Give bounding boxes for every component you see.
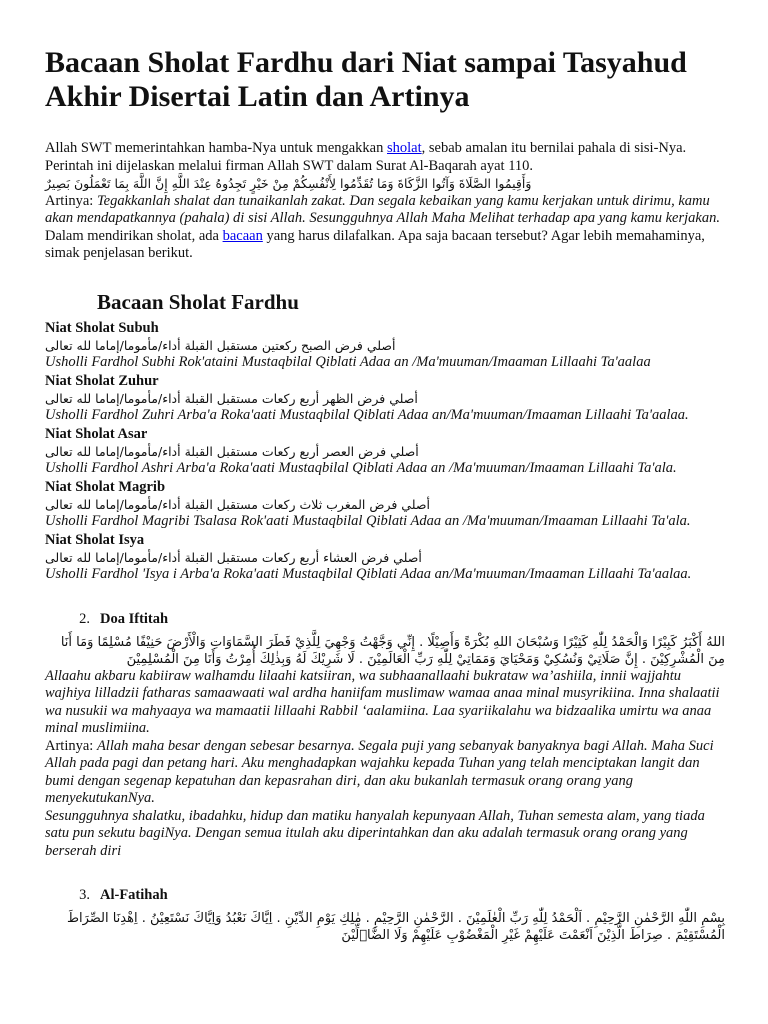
iftitah-latin: Allaahu akbaru kabiiraw walhamdu lilaahi katsiiran, wa subhaanallaahi bukrataw wa’ashiila, innii wajjahtu wajhiya lilladzii fatharas samaawaati wal ardha haniifam muslimaw wamaa anaa minal musyrikiina. Inna shalaatii wa nusukii wa mahyaaya wa mamaatii lillaahi Rabbil ‘aalamiina. Laa syariikalahu wa bidzaalika umirtu wa anaa minal muslimiina. <box>45 667 720 736</box>
ayat-translation <box>45 193 725 228</box>
bacaan-link[interactable]: bacaan <box>222 227 263 244</box>
niat-heading: Niat Sholat Asar <box>45 425 148 442</box>
intro2-text-before: Dalam mendirikan sholat, ada <box>45 227 223 244</box>
intro-paragraph <box>45 140 725 175</box>
fatihah-arabic: بِسْمِ اللّٰهِ الرَّحْمٰنِ الرَّحِيْمِ . اَلْحَمْدُ لِلّٰهِ رَبِّ الْعٰلَمِيْنَ . الرَّحْمٰنِ الرَّحِيْمِ . مٰلِكِ يَوْمِ الدِّيْنِ . اِيَّاكَ نَعْبُدُ وَاِيَّاكَ نَسْتَعِيْنُ . اِهْدِنَا الصِّرَاطَ الْمُسْتَقِيْمَ . صِرَاطَ الَّذِيْنَ اَنْعَمْتَ عَلَيْهِمْ غَيْرِ الْمَغْضُوْبِ عَلَيْهِمْ وَلَا الضَّاۤلِّيْنَ <box>66 911 725 943</box>
niat-item-isya <box>45 531 725 584</box>
artinya-text: Allah maha besar dengan sebesar besarnya. Segala puji yang sebanyak banyaknya bagi Allah. Maha Suci Allah pada pagi dan petang hari. Aku menghadapkan wajahku kepada Tuhan yang telah menciptakan langit dan bumi dengan segenap kepatuhan dan kepasrahan diri, dan aku bukanlah termasuk orang orang yang menyekutukanNya. <box>45 737 714 806</box>
section-heading: Bacaan Sholat Fardhu <box>97 289 299 314</box>
intro-text-after: , sebab amalan itu bernilai pahala di sisi-Nya. Perintah ini dijelaskan melalui firman Allah SWT dalam Surat Al-Baqarah ayat 110. <box>45 140 687 174</box>
niat-arabic: أصلي فرض العصر أربع ركعات مستقبل القبلة أداء/مأموما/إماما لله تعالى <box>45 443 419 459</box>
iftitah-arabic: اللهُ أَكْبَرُ كَبِيْرًا وَالْحَمْدُ لِلّٰهِ كَثِيْرًا وَسُبْحَانَ اللهِ بُكْرَةً وَأَصِيْلًا . إِنِّي وَجَّهْتُ وَجْهِيَ لِلَّذِيْ فَطَرَ السَّمَاوَاتِ وَالْأَرْضَ حَنِيْفًا مُسْلِمًا وَمَا أَنَا مِنَ الْمُشْرِكِيْنَ . إِنَّ صَلَاتِيْ وَنُسُكِيْ وَمَحْيَايَ وَمَمَاتِيْ لِلّٰهِ رَبِّ الْعَالَمِيْنَ . لَا شَرِيْكَ لَهُ وَبِذٰلِكَ أُمِرْتُ وَأَنَا مِنَ الْمُسْلِمِيْنَ <box>60 634 725 667</box>
niat-item-zuhur <box>45 372 725 425</box>
iftitah-translation-2: Sesungguhnya shalatku, ibadahku, hidup dan matiku hanyalah kepunyaan Allah, Tuhan semesta alam, yang tiada satu pun sekutu bagiNya. Dengan semua itulah aku diperintahkan dan aku adalah termasuk orang orang yang berserah diri <box>45 807 705 859</box>
article-title: Bacaan Sholat Fardhu dari Niat sampai Tasyahud Akhir Disertai Latin dan Artinya <box>45 46 687 113</box>
niat-item-asar <box>45 425 725 478</box>
niat-latin: Usholli Fardhol Subhi Rok'ataini Mustaqbilal Qiblati Adaa an /Ma'muuman/Imaaman Lillaahi Ta'aalaa <box>45 354 651 370</box>
artinya-label: Artinya: <box>45 737 97 754</box>
niat-item-subuh <box>45 319 725 372</box>
niat-heading: Niat Sholat Isya <box>45 531 145 548</box>
section-title: Al-Fatihah <box>100 887 168 903</box>
niat-list <box>45 319 725 584</box>
niat-arabic: أصلي فرض الظهر أربع ركعات مستقبل القبلة أداء/مأموما/إماما لله تعالى <box>45 390 418 406</box>
intro-text-before: Allah SWT memerintahkan hamba-Nya untuk mengakkan <box>45 140 387 156</box>
niat-item-magrib <box>45 478 725 531</box>
niat-latin: Usholli Fardhol Ashri Arba'a Roka'aati Mustaqbilal Qiblati Adaa an /Ma'muuman/Imaaman Lillaahi Ta'ala. <box>45 460 677 476</box>
intro2-text-after: yang harus dilafalkan. Apa saja bacaan tersebut? Agar lebih memahaminya, simak penjelasan berikut. <box>45 227 705 261</box>
niat-arabic: أصلي فرض الصبح ركعتين مستقبل القبلة أداء/مأموما/إماما لله تعالى <box>45 337 396 353</box>
niat-arabic: أصلي فرض العشاء أربع ركعات مستقبل القبلة أداء/مأموما/إماما لله تعالى <box>45 549 422 565</box>
artinya-label: Artinya: <box>45 192 97 209</box>
sholat-link[interactable]: sholat <box>387 140 422 156</box>
niat-heading: Niat Sholat Zuhur <box>45 372 159 389</box>
iftitah-heading <box>45 610 725 628</box>
section-title: Doa Iftitah <box>100 610 169 627</box>
niat-latin: Usholli Fardhol Zuhri Arba'a Roka'aati Mustaqbilal Qiblati Adaa an/Ma'muuman/Imaaman Lillaahi Ta'aalaa. <box>45 407 689 423</box>
iftitah-translation <box>45 738 725 808</box>
niat-heading: Niat Sholat Subuh <box>45 319 159 336</box>
intro-paragraph-2 <box>45 228 725 263</box>
list-number: 2. <box>79 610 90 627</box>
niat-heading: Niat Sholat Magrib <box>45 478 166 495</box>
fatihah-heading <box>45 886 725 904</box>
niat-latin: Usholli Fardhol Magribi Tsalasa Rok'aati Mustaqbilal Qiblati Adaa an /Ma'muuman/Imaaman Lillaahi Ta'ala. <box>45 513 691 529</box>
ayat-arabic: وَأَقِيمُوا الصَّلَاةَ وَآتُوا الزَّكَاةَ وَمَا تُقَدِّمُوا لِأَنْفُسِكُمْ مِنْ خَيْرٍ تَجِدُوهُ عِنْدَ اللَّهِ إِنَّ اللَّهَ بِمَا تَعْمَلُونَ بَصِيرٌ <box>45 176 532 191</box>
artinya-text: Tegakkanlah shalat dan tunaikanlah zakat. Dan segala kebaikan yang kamu kerjakan untuk dirimu, kamu akan mendapatkannya (pahala) di sisi Allah. Sesungguhnya Allah Maha Melihat terhadap apa yang kamu kerjakan. <box>45 192 720 226</box>
niat-latin: Usholli Fardhol 'Isya i Arba'a Roka'aati Mustaqbilal Qiblati Adaa an/Ma'muuman/Imaaman Lillaahi Ta'aalaa. <box>45 566 692 582</box>
niat-arabic: أصلي فرض المغرب ثلاث ركعات مستقبل القبلة أداء/مأموما/إماما لله تعالى <box>45 496 430 512</box>
list-number: 3. <box>79 887 90 903</box>
article <box>45 46 725 944</box>
